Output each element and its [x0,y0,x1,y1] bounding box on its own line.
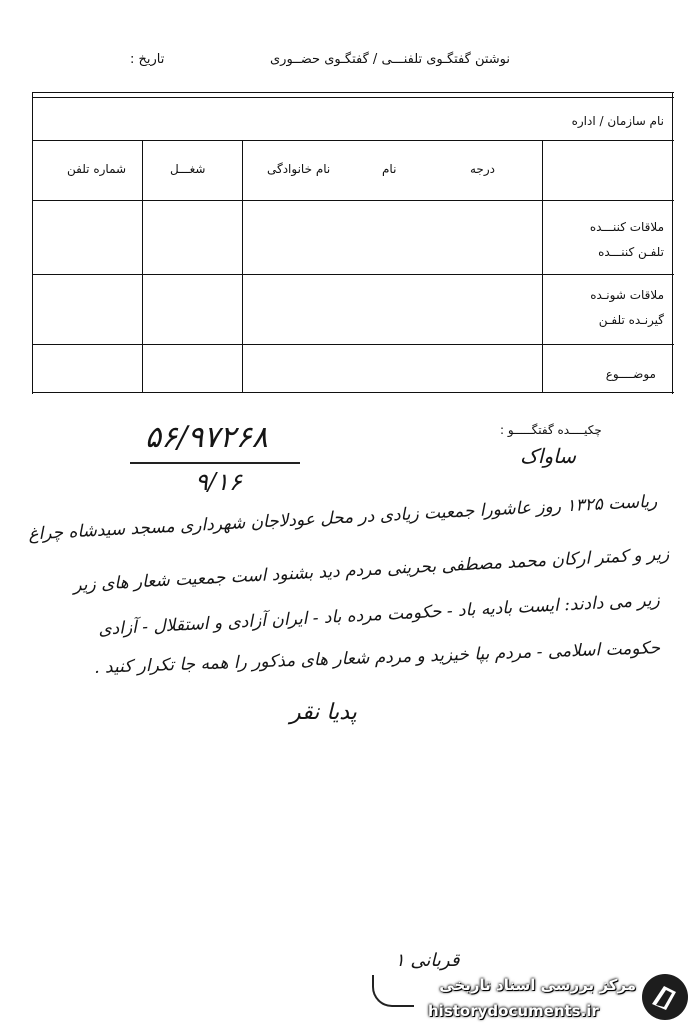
row-visitor: ملاقات کننـــده [589,220,664,234]
col-rank: درجه [470,162,495,176]
row-caller: تلفـن کننـــده [598,245,664,259]
date-label: تاریخ : [130,52,165,67]
bottom-signature: قربانی ۱ [395,950,460,971]
body-line-3: زیر می دادند: ایست بادیه باد - حکومت مرده باد - ایران آزادی و استقلال - آزادی [97,590,661,640]
reference-underline [130,462,300,464]
form-table [32,92,674,394]
col-phone: شماره تلفن [67,162,127,176]
watermark-url: historydocuments.ir [428,1002,599,1020]
row-receiver: گیرنـده تلفـن [598,313,664,327]
col-job: شغـــل [170,162,206,176]
summary-label: چکیــــده گفتگـــــو : [500,423,602,437]
watermark-logo-icon [642,974,688,1020]
watermark-title: مرکز بررسی اسناد تاریخی [439,976,636,994]
reference-date: ۹/۱۶ [195,468,242,496]
row-subject: موضــــوع [605,367,656,381]
recipient: ساواک [520,444,576,468]
signature: پدیا نقر [290,700,357,725]
org-label: نام سازمان / اداره [571,114,664,128]
bottom-signature-curve [372,975,414,1007]
body-line-1: ریاست ۱۳۲۵ روز عاشورا جمعیت زیادی در محل عودلاجان شهرداری مسجد سیدشاه چراغ [28,491,659,545]
col-family: نام خانوادگی [267,162,331,176]
body-line-4: حکومت اسلامی - مردم بپا خیزید و مردم شعار های مذکور را همه جا تکرار کنید . [93,638,661,678]
form-title: نوشتن گفتگـوی تلفنـــی / گفتگـوی حضــوری [270,52,510,67]
body-line-2: زیر و کمتر ارکان محمد مصطفی بحرینی مردم دید بشنود است جمعیت شعار های زیر [73,544,671,596]
watermark [420,972,692,1030]
reference-number: ۵۶/۹۷۲۶۸ [145,420,268,455]
row-visited: ملاقات شونـده [590,288,664,302]
col-name: نام [382,162,397,176]
